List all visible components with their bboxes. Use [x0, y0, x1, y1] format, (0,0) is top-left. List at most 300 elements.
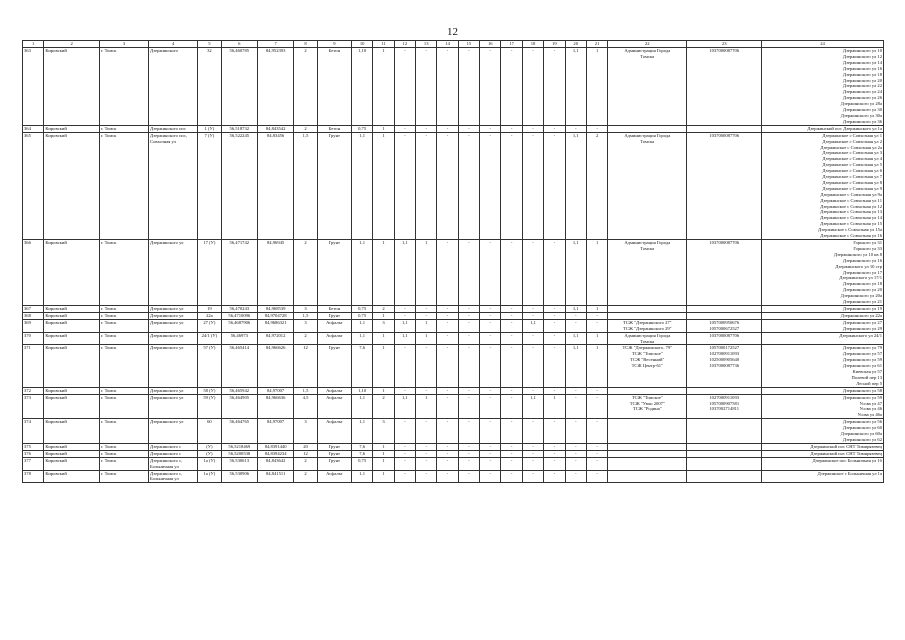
table-cell: 84,83456 — [257, 132, 293, 239]
table-cell: 56,530613 — [221, 457, 257, 470]
table-cell: - — [437, 240, 458, 306]
table-cell: Дзержинского ул — [149, 240, 198, 306]
table-cell: 56,5200538 — [221, 450, 257, 457]
table-cell: - — [522, 470, 543, 483]
table-cell: - — [501, 319, 522, 332]
table-cell: - — [522, 125, 543, 132]
table-cell: - — [480, 305, 501, 312]
table-cell — [687, 419, 762, 444]
table-cell: - — [416, 443, 437, 450]
table-cell: - — [522, 345, 543, 387]
table-cell: 1 — [373, 132, 394, 239]
table-cell: 84,97007 — [257, 419, 293, 444]
table-cell: - — [565, 394, 586, 419]
table-cell: Дзержинского с — [149, 443, 198, 450]
table-cell: 12 — [294, 450, 318, 457]
cell-line: Киевская ул 57 — [852, 369, 882, 375]
table-cell: - — [501, 345, 522, 387]
table-cell: 1,1 — [351, 394, 372, 419]
table-cell: г. Томск — [99, 450, 148, 457]
table-cell: 366 — [23, 240, 44, 306]
table-cell — [608, 319, 687, 332]
table-cell — [687, 48, 762, 126]
column-header: 17 — [501, 41, 522, 48]
table-cell: - — [437, 319, 458, 332]
table-cell: - — [394, 419, 415, 444]
header-row — [23, 41, 884, 48]
table-cell: 56,518732 — [221, 125, 257, 132]
table-cell: 56,522245 — [221, 132, 257, 239]
table-cell: - — [480, 450, 501, 457]
table-cell: Бетон — [317, 305, 351, 312]
cell-line: Горького ул 31 — [853, 240, 882, 245]
table-cell: - — [501, 443, 522, 450]
table-cell: 1,1 — [394, 240, 415, 306]
cell-line: Дзержинского ул 10 кв 8 — [833, 251, 882, 257]
table-cell: - — [544, 450, 565, 457]
table-cell — [608, 125, 687, 132]
table-cell: 3 — [294, 305, 318, 312]
table-cell: 0,75 — [351, 305, 372, 312]
table-cell: Асфальт — [317, 419, 351, 444]
table-cell: 56,4687906 — [221, 319, 257, 332]
table-cell — [762, 240, 884, 306]
table-cell: 1,5 — [294, 387, 318, 394]
table-cell: Кировский — [44, 443, 100, 450]
table-cell: 1 — [373, 457, 394, 470]
cell-line: ТСЖ "Дзержинского 29" — [623, 325, 672, 331]
cell-line: Дзержинского ул 36 — [842, 118, 882, 124]
table-cell: 1,10 — [351, 48, 372, 126]
cell-line: ТСЖ "Дзержинского, 79" — [622, 345, 673, 351]
table-cell: - — [501, 450, 522, 457]
table-cell: 1 — [373, 240, 394, 306]
cell-line: 1057000907581 — [709, 400, 740, 406]
column-header: 8 — [294, 41, 318, 48]
table-cell — [762, 457, 884, 470]
table-cell: - — [416, 48, 437, 126]
table-cell: 0,75 — [351, 312, 372, 319]
table-cell: 1 — [373, 125, 394, 132]
table-cell: - — [394, 345, 415, 387]
table-cell — [608, 457, 687, 470]
column-header: 21 — [586, 41, 607, 48]
table-cell: 1,1 — [565, 132, 586, 239]
table-cell: 1 — [373, 332, 394, 345]
table-cell: - — [544, 240, 565, 306]
registry-table — [22, 40, 884, 483]
table-cell — [762, 125, 884, 132]
table-cell — [608, 240, 687, 306]
table-cell: Дзержинского ул — [149, 419, 198, 444]
table-cell: - — [522, 48, 543, 126]
table-cell: Кировский — [44, 419, 100, 444]
cell-line: Полевой пер 13 — [851, 374, 882, 380]
table-cell: Кировский — [44, 457, 100, 470]
table-cell: - — [394, 387, 415, 394]
table-cell: 1,1 — [351, 319, 372, 332]
table-cell: 1,1 — [394, 394, 415, 419]
table-cell: - — [480, 394, 501, 419]
table-cell: - — [394, 443, 415, 450]
cell-line: Дзержинского ул 10 стр — [835, 263, 882, 269]
table-cell: Дзержинского с, Больничная ул — [149, 470, 198, 483]
table-cell: - — [501, 132, 522, 239]
table-cell — [762, 419, 884, 444]
table-cell: - — [416, 305, 437, 312]
table-cell: 1 — [586, 305, 607, 312]
table-cell: - — [501, 240, 522, 306]
table-cell — [687, 443, 762, 450]
table-cell: 1,1 — [351, 470, 372, 483]
table-cell: - — [544, 419, 565, 444]
cell-line: Горького ул 33 — [853, 245, 882, 251]
table-cell: - — [480, 240, 501, 306]
table-cell: 84,8391440 — [257, 443, 293, 450]
cell-line: Томска — [640, 338, 655, 344]
table-cell — [608, 419, 687, 444]
cell-line: ТСЖ "Уюш 2007" — [629, 400, 665, 406]
cell-line: Дзержинское с Совхозная ул 3 — [822, 150, 882, 156]
table-row — [23, 470, 884, 483]
table-cell: 1 — [373, 443, 394, 450]
table-cell: 367 — [23, 305, 44, 312]
cell-line: Дзержинского ул 17 — [842, 269, 882, 275]
table-cell: 373 — [23, 394, 44, 419]
table-cell: 1,10 — [351, 387, 372, 394]
cell-line: Дзержинского ул 16 — [842, 65, 882, 71]
cell-line: 1057000950676 — [709, 319, 740, 325]
table-cell: 1 — [416, 332, 437, 345]
table-cell: - — [458, 125, 479, 132]
table-cell: 369 — [23, 319, 44, 332]
table-cell: 1,1 — [565, 240, 586, 306]
table-cell: - — [416, 470, 437, 483]
table-cell: - — [416, 132, 437, 239]
table-cell: - — [416, 345, 437, 387]
table-cell: г. Томск — [99, 132, 148, 239]
table-cell: - — [501, 394, 522, 419]
table-cell: 56,4710096 — [221, 312, 257, 319]
column-header: 1 — [23, 41, 44, 48]
table-cell: 17 (У) — [198, 240, 222, 306]
table-cell: 1,5 — [294, 132, 318, 239]
table-cell: 3 — [373, 419, 394, 444]
cell-line: Усова ул 46а — [857, 412, 882, 418]
table-cell: 84,841511 — [257, 470, 293, 483]
table-cell: - — [416, 450, 437, 457]
cell-line: Дзержинского ул 16 — [842, 257, 882, 263]
table-cell: Дзержинского пос, Совхозная ул — [149, 132, 198, 239]
table-cell: Грунт — [317, 443, 351, 450]
table-cell — [762, 305, 884, 312]
table-cell: - — [437, 387, 458, 394]
table-cell: - — [586, 125, 607, 132]
table-cell: 7 (У) — [198, 132, 222, 239]
table-cell: - — [437, 394, 458, 419]
table-cell: - — [522, 132, 543, 239]
column-header: 7 — [257, 41, 293, 48]
table-cell — [608, 345, 687, 387]
cell-line: Дзержинский пос Дзержинского ул 1а — [807, 125, 882, 131]
table-cell — [608, 450, 687, 457]
table-cell — [608, 132, 687, 239]
table-cell: Кировский — [44, 345, 100, 387]
table-cell: 56,530906 — [221, 470, 257, 483]
column-header: 20 — [565, 41, 586, 48]
table-cell: 371 — [23, 345, 44, 387]
table-cell: - — [458, 443, 479, 450]
cell-line: Дзержинское с Совхозная ул 15 — [820, 221, 882, 227]
table-cell: г. Томск — [99, 394, 148, 419]
table-cell: - — [544, 387, 565, 394]
table-cell: - — [501, 470, 522, 483]
table-cell: 3 — [294, 319, 318, 332]
cell-line: ТСЖ "Томское" — [631, 394, 663, 400]
cell-line: 1027000911093 — [709, 394, 740, 400]
table-row — [23, 132, 884, 239]
table-cell: Дзержинского с — [149, 450, 198, 457]
cell-line: ТСЖ "Дзержинского 27" — [623, 319, 672, 325]
table-cell: Дзержинского пос — [149, 125, 198, 132]
table-cell: - — [544, 332, 565, 345]
table-cell: Дзержинского ул — [149, 394, 198, 419]
table-cell: - — [522, 457, 543, 470]
table-cell: - — [544, 470, 565, 483]
cell-line: Томска — [640, 53, 655, 59]
cell-line: Дзержинского ул 57 — [842, 351, 882, 357]
column-header: 15 — [458, 41, 479, 48]
table-cell: 58 (У) — [198, 387, 222, 394]
table-cell: Кировский — [44, 394, 100, 419]
table-cell: - — [522, 240, 543, 306]
table-cell: - — [394, 48, 415, 126]
table-cell: - — [586, 419, 607, 444]
table-cell: - — [480, 457, 501, 470]
table-cell — [687, 240, 762, 306]
table-cell: 56,5218469 — [221, 443, 257, 450]
cell-line: Дзержинского ул 20 — [842, 287, 882, 293]
table-cell: - — [586, 394, 607, 419]
table-cell: - — [565, 443, 586, 450]
table-cell: 7,6 — [351, 450, 372, 457]
table-cell: 1,1 — [522, 394, 543, 419]
table-cell: 1 — [373, 387, 394, 394]
table-cell: 84,966636 — [257, 394, 293, 419]
table-cell: - — [586, 457, 607, 470]
page-number: 12 — [447, 26, 458, 38]
table-cell: - — [437, 419, 458, 444]
table-cell: Асфальт — [317, 319, 351, 332]
table-cell: 1 — [586, 48, 607, 126]
table-cell: Дзержинского ул — [149, 319, 198, 332]
table-cell: 374 — [23, 419, 44, 444]
table-row — [23, 443, 884, 450]
table-cell: 84,97007 — [257, 387, 293, 394]
table-cell: 365 — [23, 132, 44, 239]
table-row — [23, 125, 884, 132]
cell-line: ТСЖ Центр-61" — [631, 363, 663, 369]
table-cell: - — [522, 450, 543, 457]
table-cell: - — [437, 312, 458, 319]
cell-line: Дзержинского ул 26 — [842, 95, 882, 101]
table-cell: - — [458, 419, 479, 444]
table-cell: - — [586, 470, 607, 483]
table-cell: Бетон — [317, 48, 351, 126]
table-cell: 7,6 — [351, 443, 372, 450]
table-cell — [608, 387, 687, 394]
table-cell: 56,464765 — [221, 419, 257, 444]
table-cell: - — [501, 332, 522, 345]
cell-line: Дзержинского ул 59 — [842, 357, 882, 363]
cell-line: 1057000172527 — [709, 345, 740, 351]
cell-line: Дзержинского ул 18 — [842, 281, 882, 287]
table-cell — [762, 319, 884, 332]
table-cell: Грунт — [317, 312, 351, 319]
table-cell: - — [458, 450, 479, 457]
table-cell: - — [458, 457, 479, 470]
table-cell: 1,5 — [294, 312, 318, 319]
table-cell: г. Томск — [99, 345, 148, 387]
table-row — [23, 319, 884, 332]
table-cell: - — [437, 457, 458, 470]
table-cell: - — [501, 312, 522, 319]
cell-line: Усова ул 46 — [859, 406, 882, 412]
cell-line: Дзержинское с Совхозная ул 2 — [822, 138, 882, 144]
column-header: 11 — [373, 41, 394, 48]
cell-line: ТСЖ "Весенний" — [630, 357, 665, 363]
table-cell: - — [522, 419, 543, 444]
cell-line: Дзержинского ул 22а — [840, 312, 882, 318]
table-cell: Грунт — [317, 240, 351, 306]
table-cell: - — [544, 125, 565, 132]
table-cell: 2 — [294, 457, 318, 470]
table-row — [23, 332, 884, 345]
table-cell: 2 — [294, 125, 318, 132]
table-cell: - — [586, 319, 607, 332]
table-cell: 84,96945 — [257, 240, 293, 306]
column-header: 24 — [762, 41, 884, 48]
cell-line: Дзержинского ул 30а — [840, 112, 882, 118]
table-cell: (У) — [198, 450, 222, 457]
table-cell: г. Томск — [99, 125, 148, 132]
table-cell: 1 — [586, 345, 607, 387]
cell-line: Дзержинский пос СНТ Тимирязевец — [810, 443, 882, 449]
table-cell: 1 — [373, 312, 394, 319]
table-cell: - — [586, 450, 607, 457]
table-cell: г. Томск — [99, 240, 148, 306]
column-header: 23 — [687, 41, 762, 48]
table-cell: - — [544, 319, 565, 332]
cell-line: Дзержинского ул 30 — [842, 107, 882, 113]
table-cell: - — [416, 419, 437, 444]
table-cell — [687, 332, 762, 345]
table-cell: 84,9704728 — [257, 312, 293, 319]
table-cell: 56,460785 — [221, 48, 257, 126]
table-cell: 1 — [416, 394, 437, 419]
table-cell — [687, 450, 762, 457]
table-cell — [687, 457, 762, 470]
table-cell: Дзержинского ул — [149, 387, 198, 394]
table-cell: - — [437, 125, 458, 132]
table-cell: 56,465414 — [221, 345, 257, 387]
table-cell: г. Томск — [99, 332, 148, 345]
cell-line: Дзержинского ул 59 — [842, 394, 882, 400]
table-cell: - — [458, 387, 479, 394]
table-cell: 1,1 — [394, 332, 415, 345]
table-cell: 1,1 — [351, 419, 372, 444]
table-cell: Дзержинского — [149, 48, 198, 126]
table-cell: - — [544, 345, 565, 387]
cell-line: Дзержинского ул 17/1 — [839, 275, 882, 281]
cell-line: Дзержинское с Совхозная ул 14 — [820, 215, 882, 221]
table-cell: 1 — [416, 240, 437, 306]
cell-line: Дзержинского ул 58 — [842, 387, 882, 393]
table-cell — [608, 394, 687, 419]
cell-line: Дзержинского ул 29 — [842, 325, 882, 331]
table-cell: г. Томск — [99, 470, 148, 483]
cell-line: Дзержинское с Совхозная ул 4 — [822, 156, 882, 162]
cell-line: Томска — [640, 138, 655, 144]
table-cell: 364 — [23, 125, 44, 132]
table-cell: - — [586, 443, 607, 450]
cell-line: Дзержинского ул 24/1 — [839, 332, 882, 338]
table-cell: - — [458, 394, 479, 419]
cell-line: Администрация Города — [624, 132, 671, 138]
table-row — [23, 305, 884, 312]
cell-line: Дзержинское с Совхозная ул 6 — [822, 168, 882, 174]
table-cell: - — [480, 132, 501, 239]
table-cell — [608, 470, 687, 483]
table-cell: 60 — [198, 419, 222, 444]
table-cell: 2 — [373, 394, 394, 419]
cell-line: Дзержинского ул 56 — [842, 419, 882, 425]
table-cell: г. Томск — [99, 419, 148, 444]
table-cell: - — [565, 319, 586, 332]
table-cell: - — [544, 305, 565, 312]
table-cell: 56,471742 — [221, 240, 257, 306]
table-cell — [687, 132, 762, 239]
table-cell: Дзержинского ул — [149, 332, 198, 345]
table-cell — [762, 332, 884, 345]
table-cell: - — [394, 470, 415, 483]
table-cell: - — [501, 419, 522, 444]
table-cell: - — [416, 387, 437, 394]
table-cell: 1 — [373, 450, 394, 457]
cell-line: Дзержинское с Совхозная ул 13 — [820, 209, 882, 215]
table-cell: 1,1 — [394, 319, 415, 332]
table-cell: - — [437, 345, 458, 387]
table-cell: 375 — [23, 443, 44, 450]
cell-line: Дзержинское с Совхозная ул 11 — [820, 197, 882, 203]
table-cell: 1,1 — [351, 240, 372, 306]
table-cell: 1 — [373, 48, 394, 126]
table-cell — [687, 312, 762, 319]
table-cell: - — [522, 443, 543, 450]
table-cell: 2 — [586, 132, 607, 239]
cell-line: Дзержинское с Совхозная ул 1 — [822, 132, 882, 138]
cell-line: Дзержинское с Совхозная ул 5 — [822, 162, 882, 168]
cell-line: Администрация Города — [624, 332, 671, 338]
table-cell: Грунт — [317, 132, 351, 239]
table-row — [23, 48, 884, 126]
table-cell: Кировский — [44, 312, 100, 319]
table-cell: 378 — [23, 470, 44, 483]
table-cell: 2 — [294, 470, 318, 483]
cell-line: Дзержинского ул 28а — [840, 101, 882, 107]
table-cell: Кировский — [44, 319, 100, 332]
table-cell: - — [458, 332, 479, 345]
